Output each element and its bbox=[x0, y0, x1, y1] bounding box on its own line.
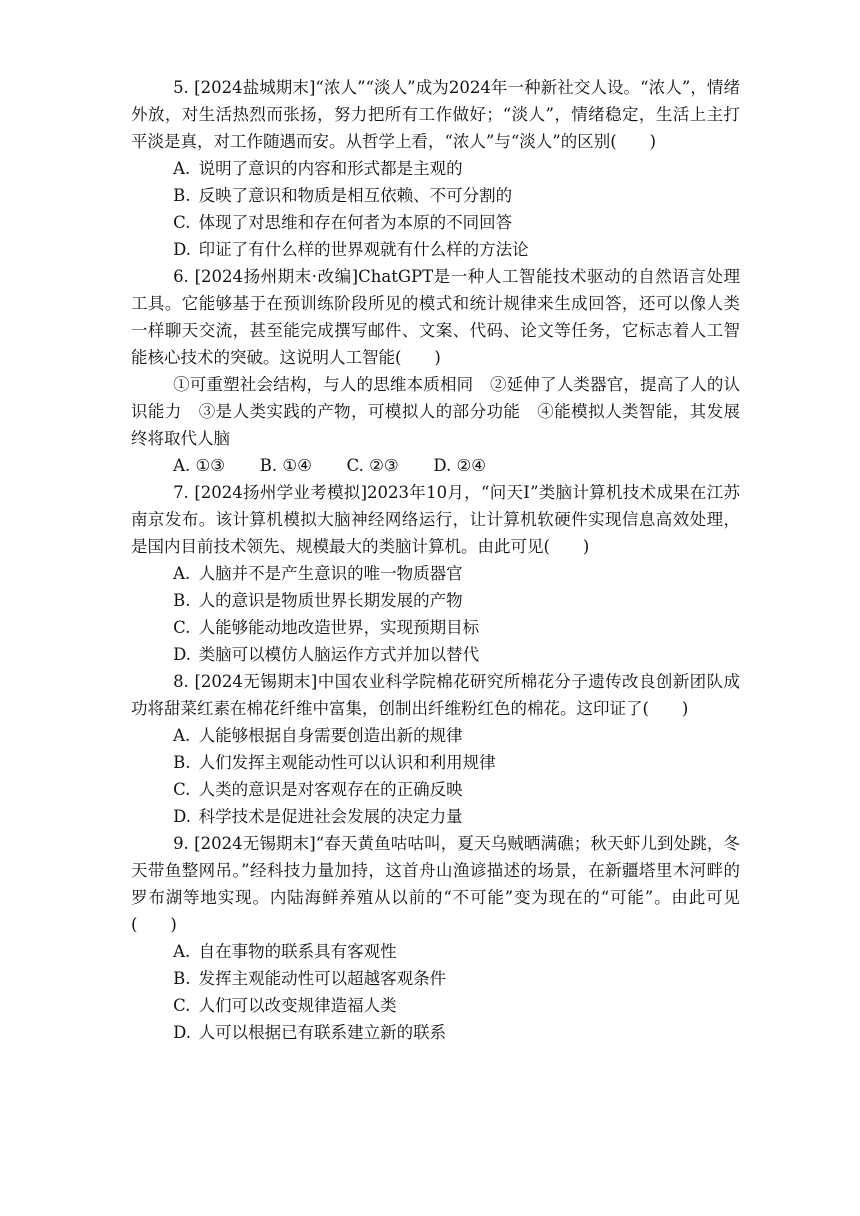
option-b bbox=[131, 587, 740, 614]
option-text: 人能够根据自身需要创造出新的规律 bbox=[198, 726, 463, 745]
option-letter: B. bbox=[173, 753, 191, 772]
option-text: 人可以根据已有联系建立新的联系 bbox=[198, 1023, 447, 1042]
option-d bbox=[131, 1019, 740, 1046]
option-text: 人的意识是物质世界长期发展的产物 bbox=[198, 591, 463, 610]
option-text: 人能够能动地改造世界，实现预期目标 bbox=[198, 618, 480, 637]
option-letter: D. bbox=[173, 240, 191, 259]
option-text: 人们发挥主观能动性可以认识和利用规律 bbox=[198, 753, 496, 772]
option-c bbox=[131, 992, 740, 1019]
option-b bbox=[131, 182, 740, 209]
option-letter: B. bbox=[173, 591, 191, 610]
question-5 bbox=[131, 74, 740, 263]
choice-c: C. ②③ bbox=[346, 456, 399, 475]
option-d bbox=[131, 803, 740, 830]
option-letter: A. bbox=[173, 726, 191, 745]
option-c bbox=[131, 776, 740, 803]
choice-b: B. ①④ bbox=[259, 456, 312, 475]
option-text: 人脑并不是产生意识的唯一物质器官 bbox=[198, 564, 463, 583]
option-letter: C. bbox=[173, 213, 191, 232]
option-letter: C. bbox=[173, 780, 191, 799]
question-stem: 8. [2024无锡期末]中国农业科学院棉花研究所棉花分子遗传改良创新团队成功将甜菜红素在棉花纤维中富集，创制出纤维粉红色的棉花。这印证了( ) bbox=[131, 672, 740, 718]
option-letter: C. bbox=[173, 618, 191, 637]
option-a bbox=[131, 938, 740, 965]
option-letter: D. bbox=[173, 1023, 191, 1042]
option-text: 体现了对思维和存在何者为本原的不同回答 bbox=[198, 213, 513, 232]
option-b bbox=[131, 965, 740, 992]
numbered-statements: ①可重塑社会结构，与人的思维本质相同 ②延伸了人类器官，提高了人的认识能力 ③是人类实践的产物，可模拟人的部分功能 ④能模拟人类智能，其发展终将取代人脑 bbox=[131, 375, 740, 448]
option-letter: D. bbox=[173, 807, 191, 826]
option-text: 发挥主观能动性可以超越客观条件 bbox=[198, 969, 447, 988]
question-7 bbox=[131, 479, 740, 668]
question-8 bbox=[131, 668, 740, 830]
option-letter: D. bbox=[173, 645, 191, 664]
option-a bbox=[131, 155, 740, 182]
option-text: 人类的意识是对客观存在的正确反映 bbox=[198, 780, 463, 799]
question-stem: 7. [2024扬州学业考模拟]2023年10月，“问天Ⅰ”类脑计算机技术成果在江苏南京发布。该计算机模拟大脑神经网络运行，让计算机软硬件实现信息高效处理，是国内目前技术领先、规模最大的类脑计算机。由此可见( ) bbox=[131, 483, 740, 556]
option-text: 反映了意识和物质是相互依赖、不可分割的 bbox=[198, 186, 513, 205]
option-text: 自在事物的联系具有客观性 bbox=[198, 942, 397, 961]
option-letter: A. bbox=[173, 564, 191, 583]
option-d bbox=[131, 236, 740, 263]
option-text: 类脑可以模仿人脑运作方式并加以替代 bbox=[198, 645, 480, 664]
option-d bbox=[131, 641, 740, 668]
option-text: 印证了有什么样的世界观就有什么样的方法论 bbox=[198, 240, 529, 259]
option-text: 人们可以改变规律造福人类 bbox=[198, 996, 397, 1015]
option-b bbox=[131, 749, 740, 776]
question-6 bbox=[131, 263, 740, 479]
choice-d: D. ②④ bbox=[433, 456, 487, 475]
option-letter: C. bbox=[173, 996, 191, 1015]
choice-a: A. ①③ bbox=[173, 456, 226, 475]
option-a bbox=[131, 560, 740, 587]
option-letter: A. bbox=[173, 159, 191, 178]
option-c bbox=[131, 209, 740, 236]
question-9 bbox=[131, 830, 740, 1046]
choice-row bbox=[131, 452, 740, 479]
option-letter: A. bbox=[173, 942, 191, 961]
question-stem: 6. [2024扬州期末·改编]ChatGPT是一种人工智能技术驱动的自然语言处理工具。它能够基于在预训练阶段所见的模式和统计规律来生成回答，还可以像人类一样聊天交流，甚至能完成撰写邮件、文案、代码、论文等任务，它标志着人工智能核心技术的突破。这说明人工智能( ) bbox=[131, 267, 740, 367]
option-letter: B. bbox=[173, 186, 191, 205]
option-text: 说明了意识的内容和形式都是主观的 bbox=[198, 159, 463, 178]
question-stem: 9. [2024无锡期末]“春天黄鱼咕咕叫，夏天乌贼晒满礁；秋天虾儿到处跳，冬天带鱼整网吊。”经科技力量加持，这首舟山渔谚描述的场景，在新疆塔里木河畔的罗布湖等地实现。内陆海鲜养殖从以前的“不可能”变为现在的“可能”。由此可见( ) bbox=[131, 834, 740, 934]
option-text: 科学技术是促进社会发展的决定力量 bbox=[198, 807, 463, 826]
option-a bbox=[131, 722, 740, 749]
question-stem: 5. [2024盐城期末]“浓人”“淡人”成为2024年一种新社交人设。“浓人”，情绪外放，对生活热烈而张扬，努力把所有工作做好；“淡人”，情绪稳定，生活上主打平淡是真，对工作随遇而安。从哲学上看，“浓人”与“淡人”的区别( ) bbox=[131, 78, 740, 151]
option-c bbox=[131, 614, 740, 641]
option-letter: B. bbox=[173, 969, 191, 988]
